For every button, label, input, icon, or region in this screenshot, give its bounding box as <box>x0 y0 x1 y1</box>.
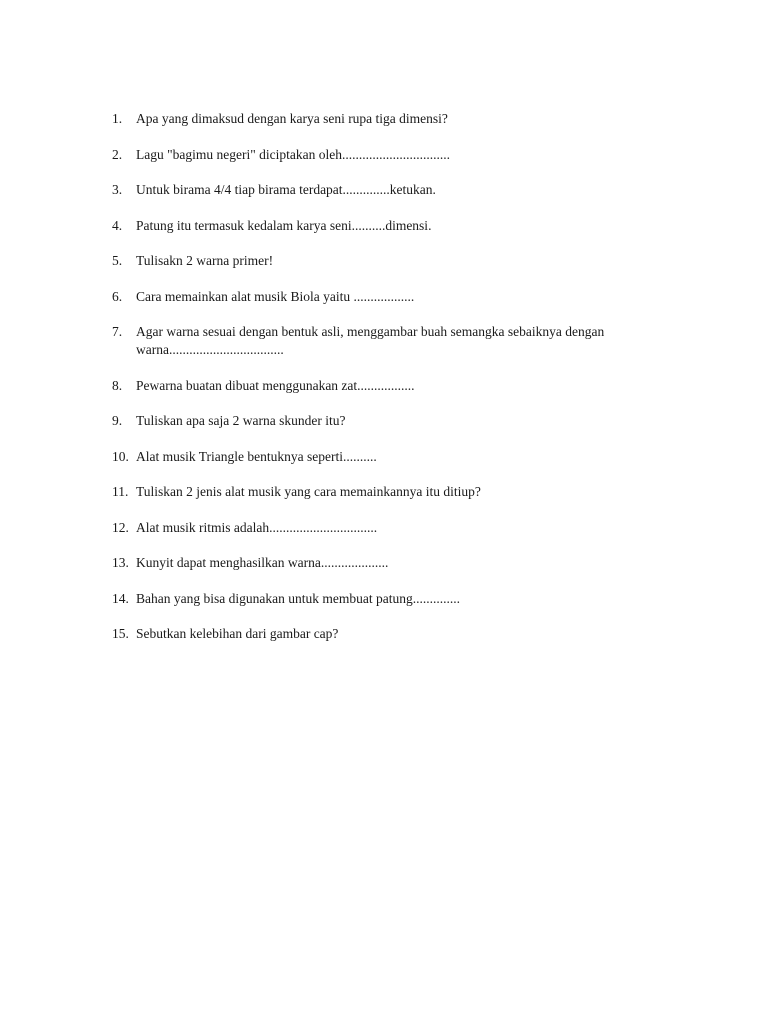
question-item-8 <box>112 377 672 395</box>
question-number: 1. <box>112 111 123 126</box>
question-item-11 <box>112 483 672 501</box>
question-item-4 <box>112 217 672 235</box>
question-item-3 <box>112 181 672 199</box>
question-text: Agar warna sesuai dengan bentuk asli, menggambar buah semangka sebaiknya dengan warna.................................. <box>136 324 605 357</box>
question-text: Tuliskan 2 jenis alat musik yang cara memainkannya itu ditiup? <box>136 484 481 499</box>
question-number: 14. <box>112 590 129 606</box>
question-text: Kunyit dapat menghasilkan warna.................... <box>136 555 389 570</box>
question-item-6 <box>112 288 672 306</box>
question-text: Sebutkan kelebihan dari gambar cap? <box>136 626 339 641</box>
question-item-7 <box>112 323 672 359</box>
question-item-2 <box>112 146 672 164</box>
question-number: 6. <box>112 288 123 304</box>
question-text: Untuk birama 4/4 tiap birama terdapat..............ketukan. <box>136 182 436 197</box>
question-text: Alat musik ritmis adalah................................ <box>136 519 378 535</box>
question-item-5 <box>112 252 672 270</box>
question-text: Alat musik Triangle bentuknya seperti.......... <box>136 448 377 464</box>
question-item-9 <box>112 412 672 430</box>
question-number: 13. <box>112 555 129 570</box>
question-text: Cara memainkan alat musik Biola yaitu .................. <box>136 288 415 304</box>
question-item-1 <box>112 110 672 128</box>
question-number: 10. <box>112 448 129 464</box>
question-text: Tulisakn 2 warna primer! <box>136 253 274 268</box>
question-item-15 <box>112 625 672 643</box>
question-number: 11. <box>112 484 129 499</box>
question-text: Bahan yang bisa digunakan untuk membuat patung.............. <box>136 590 460 606</box>
question-number: 8. <box>112 377 123 393</box>
question-text: Apa yang dimaksud dengan karya seni rupa tiga dimensi? <box>136 111 448 126</box>
question-number: 15. <box>112 626 129 641</box>
question-item-12 <box>112 519 672 537</box>
question-number: 5. <box>112 253 123 268</box>
question-number: 7. <box>112 324 123 339</box>
question-number: 12. <box>112 519 129 535</box>
question-number: 9. <box>112 413 123 428</box>
question-number: 3. <box>112 182 123 197</box>
question-item-13 <box>112 554 672 572</box>
question-item-10 <box>112 448 672 466</box>
question-list <box>112 110 672 661</box>
question-text: Tuliskan apa saja 2 warna skunder itu? <box>136 413 346 428</box>
question-item-14 <box>112 590 672 608</box>
question-text: Pewarna buatan dibuat menggunakan zat................. <box>136 377 415 393</box>
question-number: 2. <box>112 146 123 162</box>
question-number: 4. <box>112 217 123 233</box>
question-text: Lagu "bagimu negeri" diciptakan oleh................................ <box>136 146 450 162</box>
question-text: Patung itu termasuk kedalam karya seni..........dimensi. <box>136 217 432 233</box>
